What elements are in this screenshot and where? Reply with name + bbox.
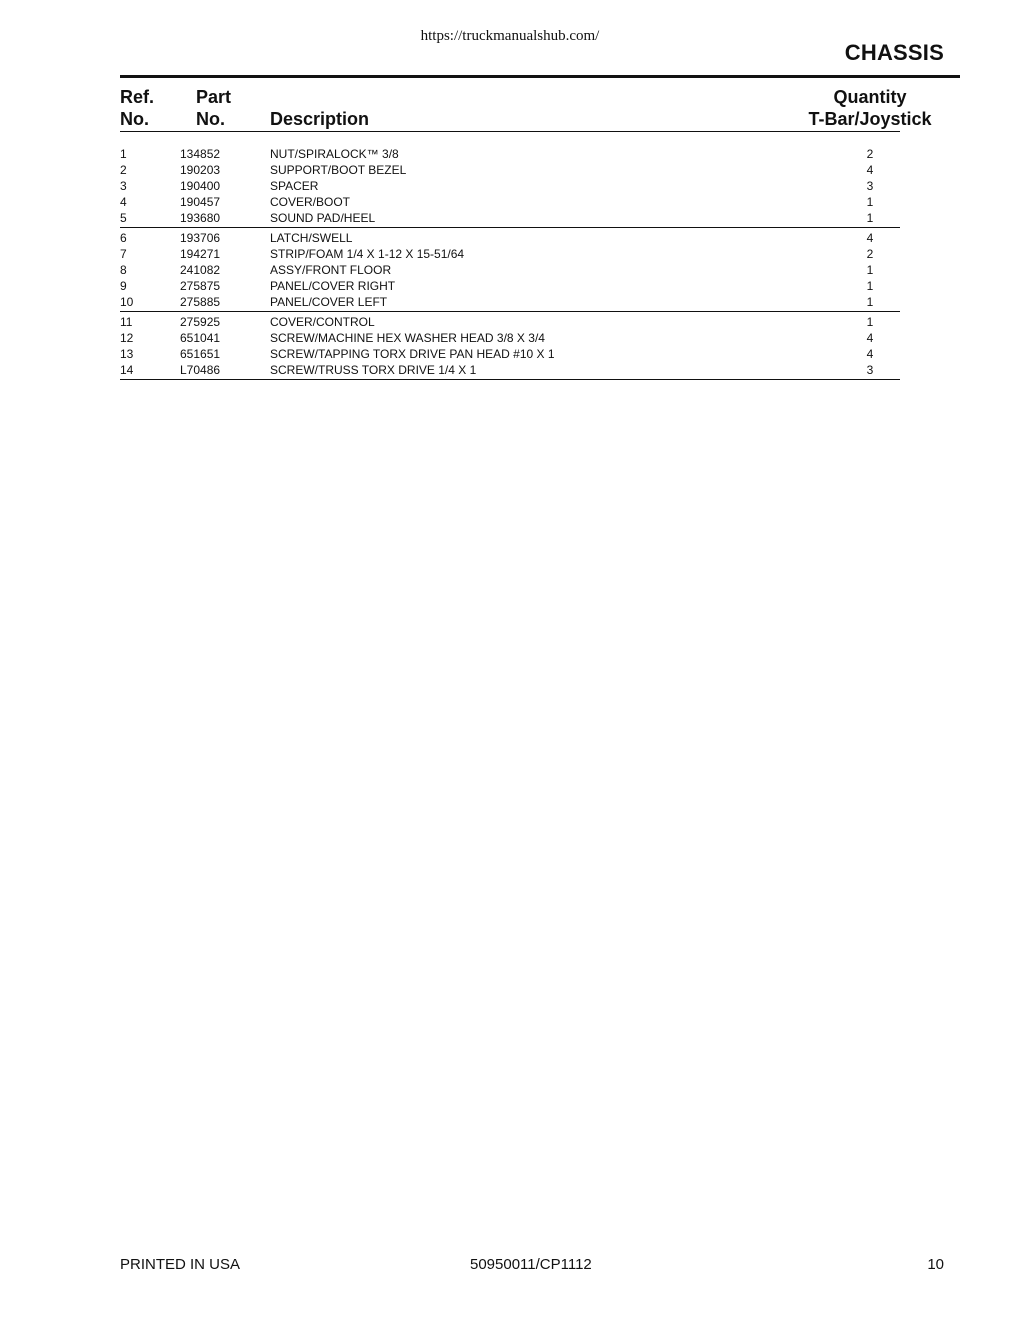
quantity: 1 [866,315,874,329]
part-description: COVER/CONTROL [270,315,375,329]
quantity: 1 [866,295,874,309]
table-row [120,178,900,194]
table-row [120,194,900,210]
table-row [120,246,900,262]
part-number: 190457 [180,195,221,209]
part-description: NUT/SPIRALOCK™ 3/8 [270,147,399,161]
column-header-description: Description [270,109,370,129]
ref-number: 13 [120,347,134,361]
part-description: LATCH/SWELL [270,231,353,245]
part-description: PANEL/COVER LEFT [270,295,388,309]
table-row [120,162,900,178]
column-header-ref [120,86,154,130]
column-header-part-line1: Part [196,87,232,107]
ref-number: 14 [120,363,134,377]
ref-number: 6 [120,231,127,245]
table-row [120,314,900,330]
part-number: 275925 [180,315,221,329]
part-description: ASSY/FRONT FLOOR [270,263,392,277]
table-row [120,330,900,346]
column-header-ref-line2: No. [120,109,149,129]
table-row [120,210,900,226]
part-number: 190400 [180,179,221,193]
quantity: 1 [866,279,874,293]
part-number: 190203 [180,163,221,177]
top-rule [120,75,960,78]
column-header-quantity-line1: Quantity [833,87,907,107]
ref-number: 5 [120,211,127,225]
quantity: 3 [866,363,874,377]
part-number: 651041 [180,331,221,345]
ref-number: 8 [120,263,127,277]
quantity: 3 [866,179,874,193]
quantity: 4 [866,347,874,361]
part-description: STRIP/FOAM 1/4 X 1-12 X 15-51/64 [270,247,465,261]
parts-group [120,146,900,228]
ref-number: 3 [120,179,127,193]
quantity: 1 [866,211,874,225]
column-header-part [196,86,231,130]
part-number: 193680 [180,211,221,225]
parts-table [120,146,900,382]
part-description: COVER/BOOT [270,195,351,209]
ref-number: 9 [120,279,127,293]
parts-group [120,230,900,312]
column-header-quantity [800,86,940,130]
part-number: 275885 [180,295,221,309]
column-header-quantity-line2: T-Bar/Joystick [808,109,932,129]
table-row [120,262,900,278]
footer-printed: PRINTED IN USA [120,1256,241,1273]
part-number: 134852 [180,147,221,161]
header-rule [120,131,900,132]
ref-number: 7 [120,247,127,261]
footer-document-number: 50950011/CP1112 [470,1256,592,1273]
quantity: 1 [866,263,874,277]
ref-number: 11 [120,315,133,329]
part-description: SPACER [270,179,319,193]
quantity: 4 [866,231,874,245]
quantity: 2 [866,147,874,161]
part-number: 651651 [180,347,221,361]
quantity: 4 [866,331,874,345]
footer-page-number: 10 [927,1256,944,1273]
part-description: PANEL/COVER RIGHT [270,279,396,293]
table-row [120,278,900,294]
ref-number: 4 [120,195,127,209]
part-number: 193706 [180,231,221,245]
part-number: 275875 [180,279,221,293]
part-description: SOUND PAD/HEEL [270,211,376,225]
ref-number: 2 [120,163,127,177]
source-url: https://truckmanualshub.com/ [420,28,600,44]
quantity: 1 [866,195,874,209]
ref-number: 10 [120,295,134,309]
ref-number: 1 [120,147,127,161]
parts-group [120,314,900,380]
column-header-part-line2: No. [196,109,225,129]
table-row [120,230,900,246]
part-number: 194271 [180,247,221,261]
table-row [120,346,900,362]
quantity: 4 [866,163,874,177]
section-title: CHASSIS [844,40,944,65]
table-row [120,294,900,310]
part-number: L70486 [180,363,221,377]
part-description: SCREW/MACHINE HEX WASHER HEAD 3/8 X 3/4 [270,331,545,345]
quantity: 2 [866,247,874,261]
table-row [120,146,900,162]
part-description: SCREW/TAPPING TORX DRIVE PAN HEAD #10 X 1 [270,347,555,361]
ref-number: 12 [120,331,134,345]
column-header-ref-line1: Ref. [120,87,155,107]
part-description: SUPPORT/BOOT BEZEL [270,163,407,177]
table-row [120,362,900,378]
part-description: SCREW/TRUSS TORX DRIVE 1/4 X 1 [270,363,477,377]
part-number: 241082 [180,263,221,277]
